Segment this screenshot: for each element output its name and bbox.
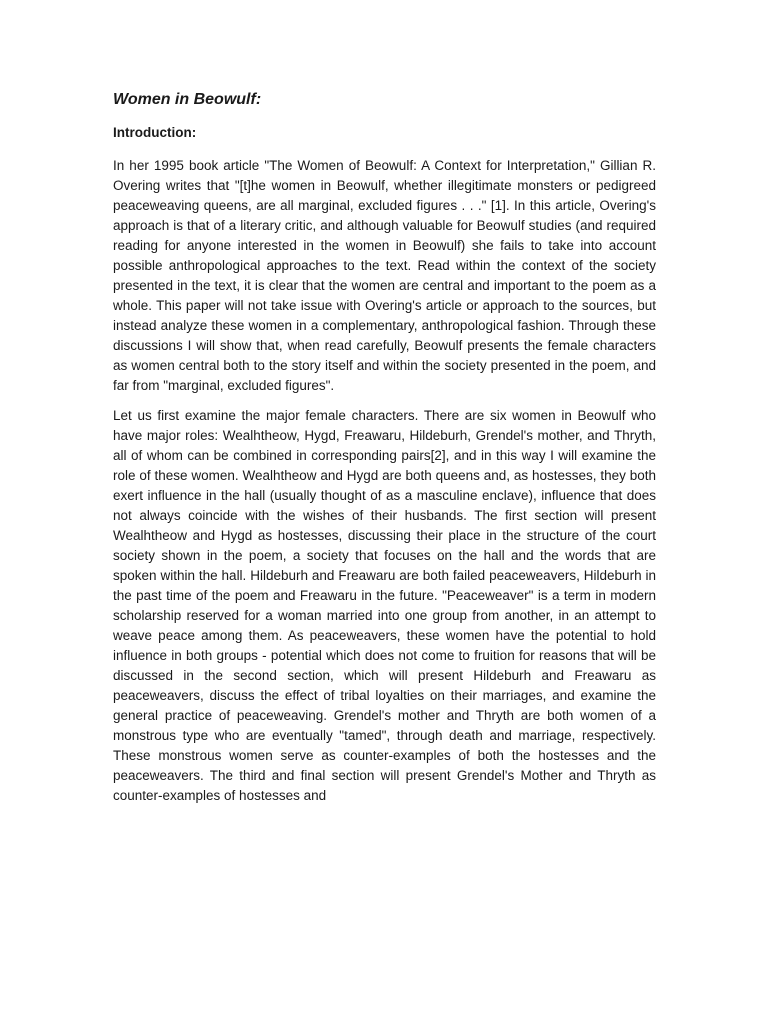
paragraph-1: In her 1995 book article "The Women of Beowulf: A Context for Interpretation," Gillian R. Overing writes that "[t]he women in Beowulf, whether illegitimate monsters or pedigreed peaceweaving queens, are all marginal, excluded figures . . ." [1]. In this article, Overing's approach is that of a literary critic, and although valuable for Beowulf studies (and required reading for anyone interested in the women in Beowulf) she fails to take into account possible anthropological approaches to the text. Read within the context of the society presented in the text, it is clear that the women are central and important to the poem as a whole. This paper will not take issue with Overing's article or approach to the sources, but instead analyze these women in a complementary, anthropological fashion. Through these discussions I will show that, when read carefully, Beowulf presents the female characters as women central both to the story itself and within the society presented in the poem, and far from "marginal, excluded figures".: [113, 158, 656, 393]
document-title: Women in Beowulf:: [113, 91, 262, 108]
section-heading: Introduction:: [113, 125, 197, 140]
document-page: [113, 90, 656, 816]
paragraph-2: Let us first examine the major female characters. There are six women in Beowulf who have major roles: Wealhtheow, Hygd, Freawaru, Hildeburh, Grendel's mother, and Thryth, all of whom can be combined in corresponding pairs[2], and in this way I will examine the role of these women. Wealhtheow and Hygd are both queens and, as hostesses, they both exert influence in the hall (usually thought of as a masculine enclave), influence that does not always coincide with the wishes of their husbands. The first section will present Wealhtheow and Hygd as hostesses, discussing their place in the structure of the court society shown in the poem, a society that focuses on the hall and the words that are spoken within the hall. Hildeburh and Freawaru are both failed peaceweavers, Hildeburh in the past time of the poem and Freawaru in the future. "Peaceweaver" is a term in modern scholarship reserved for a woman married into one group from another, in an attempt to weave peace among them. As peaceweavers, these women have the potential to hold influence in both groups - potential which does not come to fruition for reasons that will be discussed in the second section, which will present Hildeburh and Freawaru as peaceweavers, discuss the effect of tribal loyalties on their marriages, and examine the general practice of peaceweaving. Grendel's mother and Thryth are both women of a monstrous type who are eventually "tamed", through death and marriage, respectively. These monstrous women serve as counter-examples of both the hostesses and the peaceweavers. The third and final section will present Grendel's Mother and Thryth as counter-examples of hostesses and: [113, 408, 656, 803]
